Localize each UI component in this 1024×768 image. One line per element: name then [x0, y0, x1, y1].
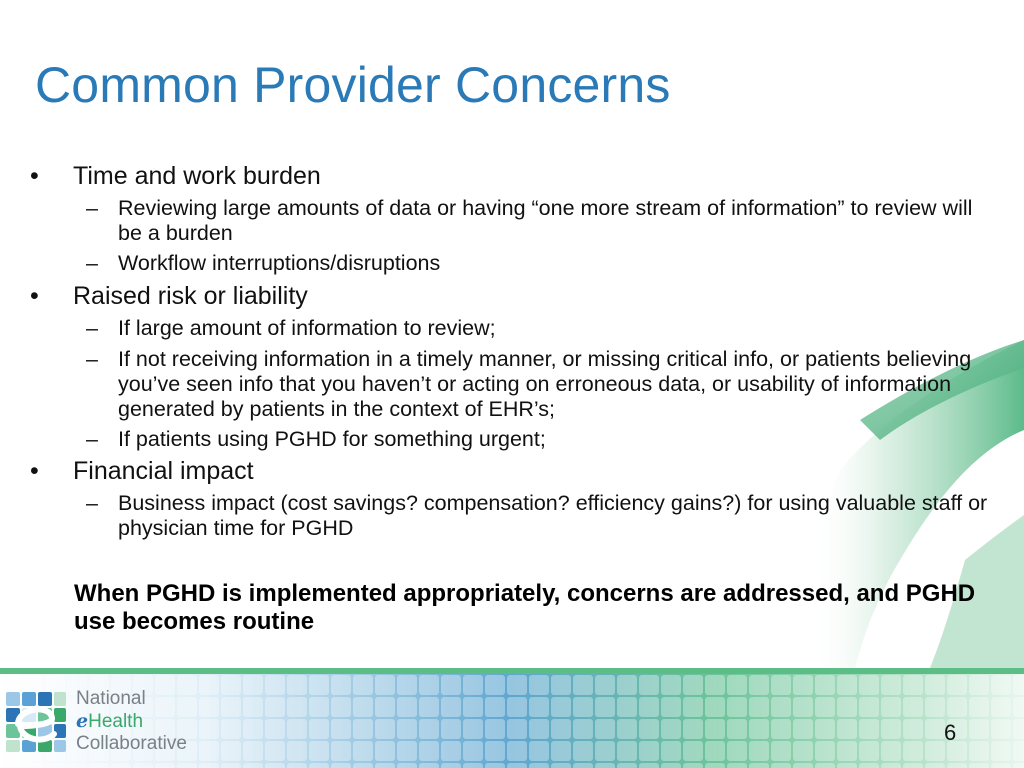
national-ehealth-collaborative-logo-icon: [4, 690, 68, 754]
sub-bullet-text: Reviewing large amounts of data or having “one more stream of information” to review will be a burden: [118, 196, 973, 245]
dash-marker: –: [86, 251, 98, 275]
brand-wordmark: [76, 688, 187, 755]
brand-line-collaborative: Collaborative: [76, 733, 187, 754]
sub-bullet-text: If patients using PGHD for something urgent;: [118, 427, 546, 451]
dash-marker: –: [86, 491, 98, 515]
dash-marker: –: [86, 316, 98, 340]
bullet-text: Raised risk or liability: [73, 282, 308, 310]
brand-line-ehealth: [76, 710, 187, 733]
sub-bullet-text: Workflow interruptions/disruptions: [118, 251, 441, 275]
callout-text: When PGHD is implemented appropriately, concerns are addressed, and PGHD use becomes routine: [74, 580, 976, 635]
bullet-text: Time and work burden: [73, 162, 321, 190]
slide-title: Common Provider Concerns: [35, 57, 671, 113]
bullet-marker: •: [30, 162, 39, 190]
page-number: 6: [944, 720, 957, 745]
dash-marker: –: [86, 347, 98, 371]
footer-divider: [0, 668, 1024, 674]
brand-e: e: [76, 710, 89, 732]
bullet-text: Financial impact: [73, 457, 254, 485]
brand-health: Health: [88, 711, 144, 732]
brand-line-national: National: [76, 688, 146, 709]
dash-marker: –: [86, 196, 98, 220]
dash-marker: –: [86, 427, 98, 451]
sub-bullet-text: Business impact (cost savings? compensation? efficiency gains?) for using valuable staff or physician time for PGHD: [118, 491, 988, 540]
bullet-marker: •: [30, 457, 39, 485]
sub-bullet-text: If not receiving information in a timely manner, or missing critical info, or patients believing you’ve seen info that you haven’t or acting on erroneous data, or usability of information generated by patients in the context of EHR’s;: [118, 347, 972, 421]
bullet-marker: •: [30, 282, 39, 310]
sub-bullet-text: If large amount of information to review;: [118, 316, 496, 340]
